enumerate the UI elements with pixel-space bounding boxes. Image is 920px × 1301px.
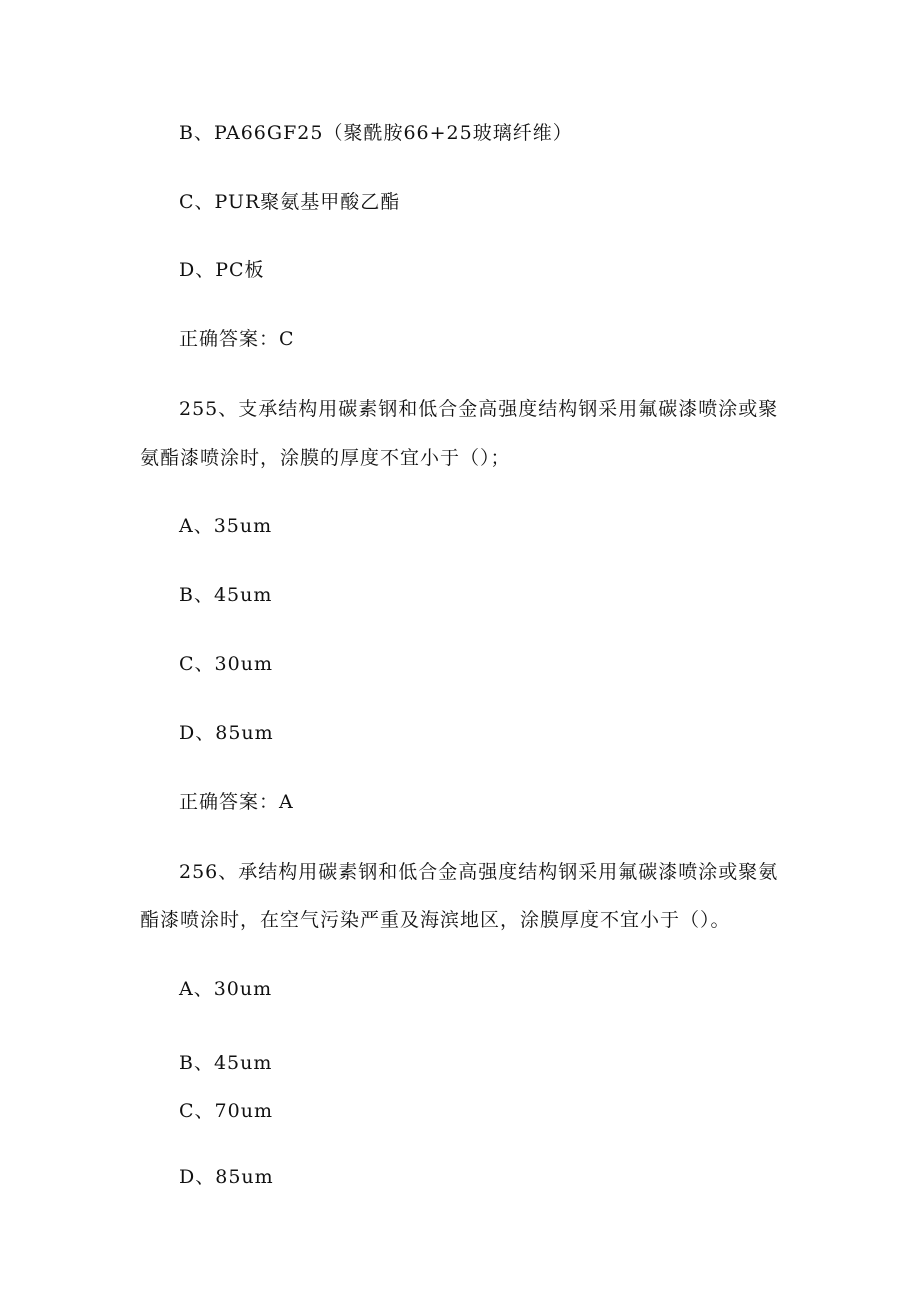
- option-b: B、PA66GF25（聚酰胺66+25玻璃纤维）: [179, 122, 573, 144]
- question-256-text: 256、承结构用碳素钢和低合金高强度结构钢采用氟碳漆喷涂或聚氨: [179, 861, 779, 883]
- option-d: D、85um: [179, 1166, 274, 1188]
- option-c: C、70um: [179, 1100, 273, 1122]
- correct-answer: 正确答案：A: [179, 791, 294, 813]
- question-256-text-cont: 酯漆喷涂时，在空气污染严重及海滨地区，涂膜厚度不宜小于（）。: [140, 909, 731, 931]
- option-a: A、30um: [179, 978, 273, 1000]
- option-b: B、45um: [179, 584, 273, 606]
- question-255-text: 255、支承结构用碳素钢和低合金高强度结构钢采用氟碳漆喷涂或聚: [179, 398, 779, 420]
- option-c: C、PUR聚氨基甲酸乙酯: [179, 191, 401, 213]
- option-a: A、35um: [179, 515, 273, 537]
- option-d: D、PC板: [179, 259, 265, 281]
- option-d: D、85um: [179, 722, 274, 744]
- question-255-text-cont: 氨酯漆喷涂时，涂膜的厚度不宜小于（）；: [140, 447, 511, 469]
- correct-answer: 正确答案：C: [179, 328, 295, 350]
- option-b: B、45um: [179, 1052, 273, 1074]
- option-c: C、30um: [179, 653, 273, 675]
